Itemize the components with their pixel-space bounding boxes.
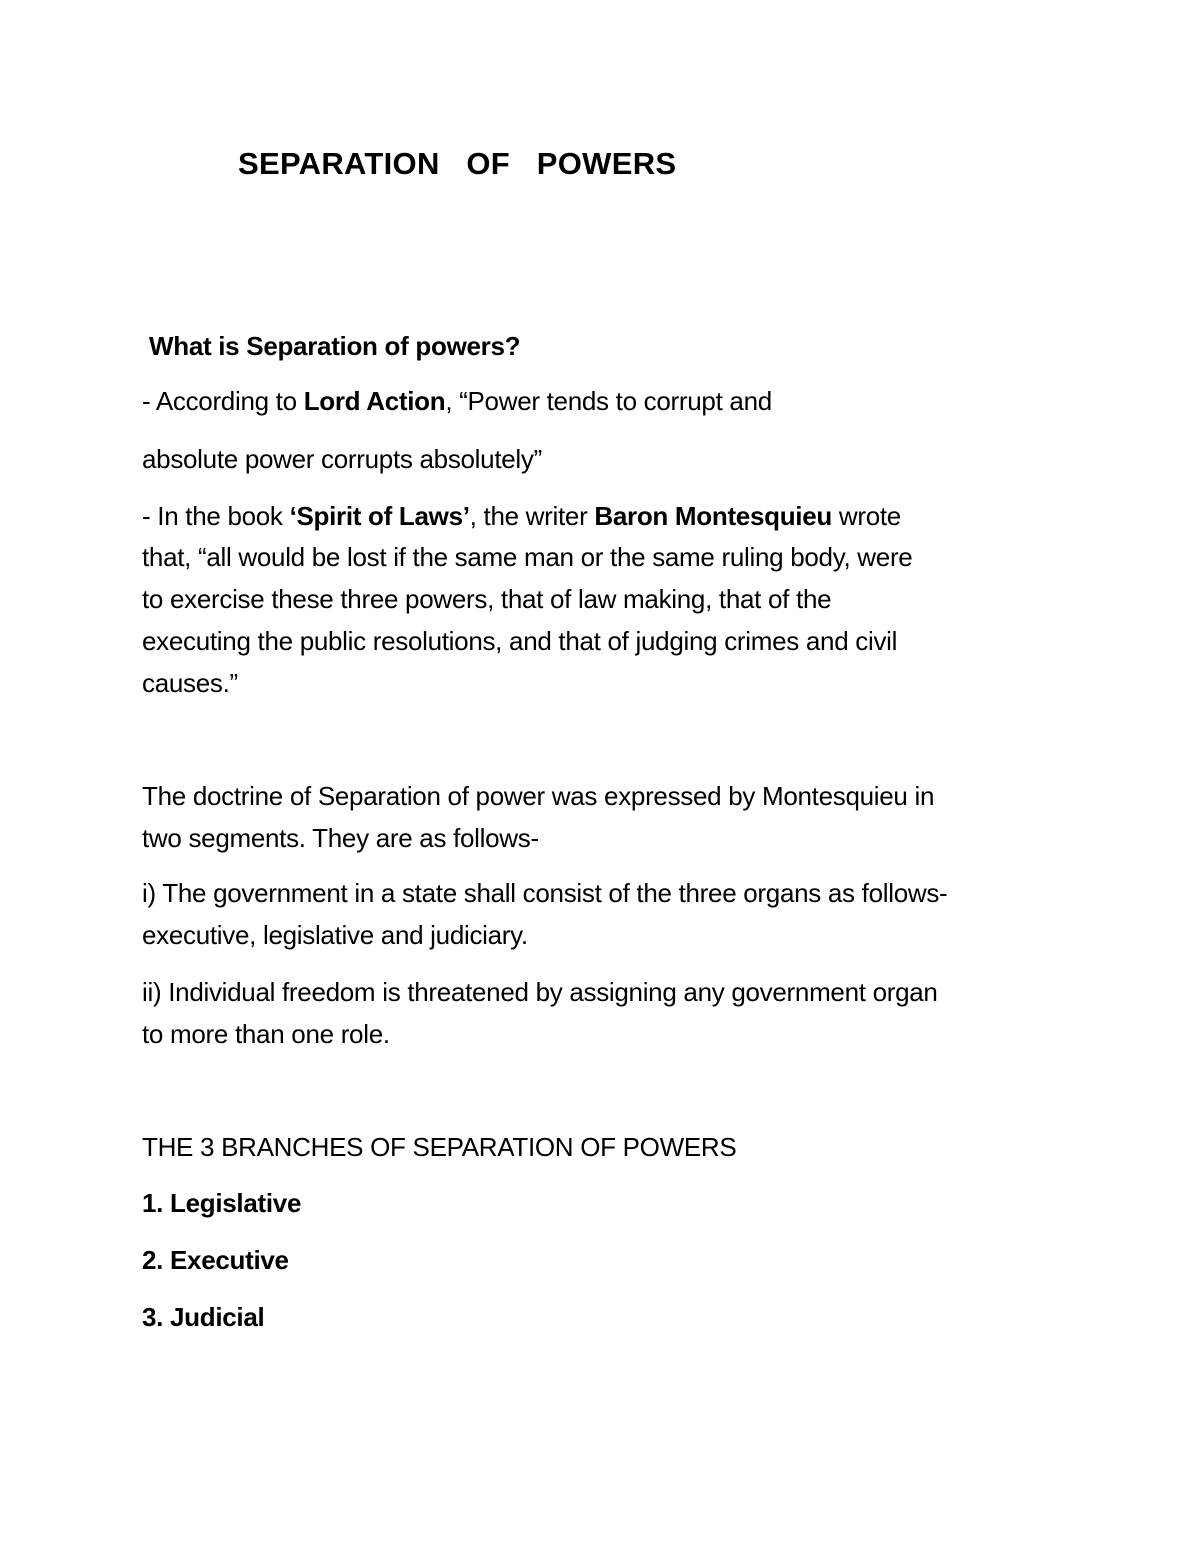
- paragraph-line: causes.”: [142, 668, 238, 698]
- paragraph-line: to exercise these three powers, that of law making, that of the: [142, 584, 832, 614]
- branch-item: 2. Executive: [142, 1245, 289, 1275]
- section-question: What is Separation of powers?: [149, 331, 521, 361]
- branch-item: 3. Judicial: [142, 1302, 265, 1332]
- point-line: ii) Individual freedom is threatened by assigning any government organ: [142, 977, 938, 1007]
- paragraph-line: The doctrine of Separation of power was expressed by Montesquieu in: [142, 781, 935, 811]
- text-run: wrote: [831, 501, 901, 531]
- text-run: , “Power tends to corrupt and: [445, 386, 772, 416]
- paragraph-line: executing the public resolutions, and that of judging crimes and civil: [142, 626, 898, 656]
- page-title: SEPARATION OF POWERS: [238, 146, 677, 181]
- paragraph-line: two segments. They are as follows-: [142, 823, 539, 853]
- paragraph-line: [142, 503, 901, 529]
- paragraph-line: [142, 388, 772, 414]
- point-line: i) The government in a state shall consist of the three organs as follows-: [142, 878, 948, 908]
- point-line: executive, legislative and judiciary.: [142, 920, 528, 950]
- branch-item: 1. Legislative: [142, 1188, 302, 1218]
- point-line: to more than one role.: [142, 1019, 390, 1049]
- text-run: - In the book: [142, 501, 290, 531]
- text-run: - According to: [142, 386, 304, 416]
- paragraph-line: absolute power corrupts absolutely”: [142, 444, 542, 474]
- paragraph-line: that, “all would be lost if the same man or the same ruling body, were: [142, 542, 913, 572]
- branches-heading: THE 3 BRANCHES OF SEPARATION OF POWERS: [142, 1132, 737, 1162]
- text-run: , the writer: [469, 501, 595, 531]
- emphasis-book: ‘Spirit of Laws’: [289, 501, 470, 531]
- emphasis-name: Baron Montesquieu: [594, 501, 832, 531]
- emphasis-name: Lord Action: [303, 386, 446, 416]
